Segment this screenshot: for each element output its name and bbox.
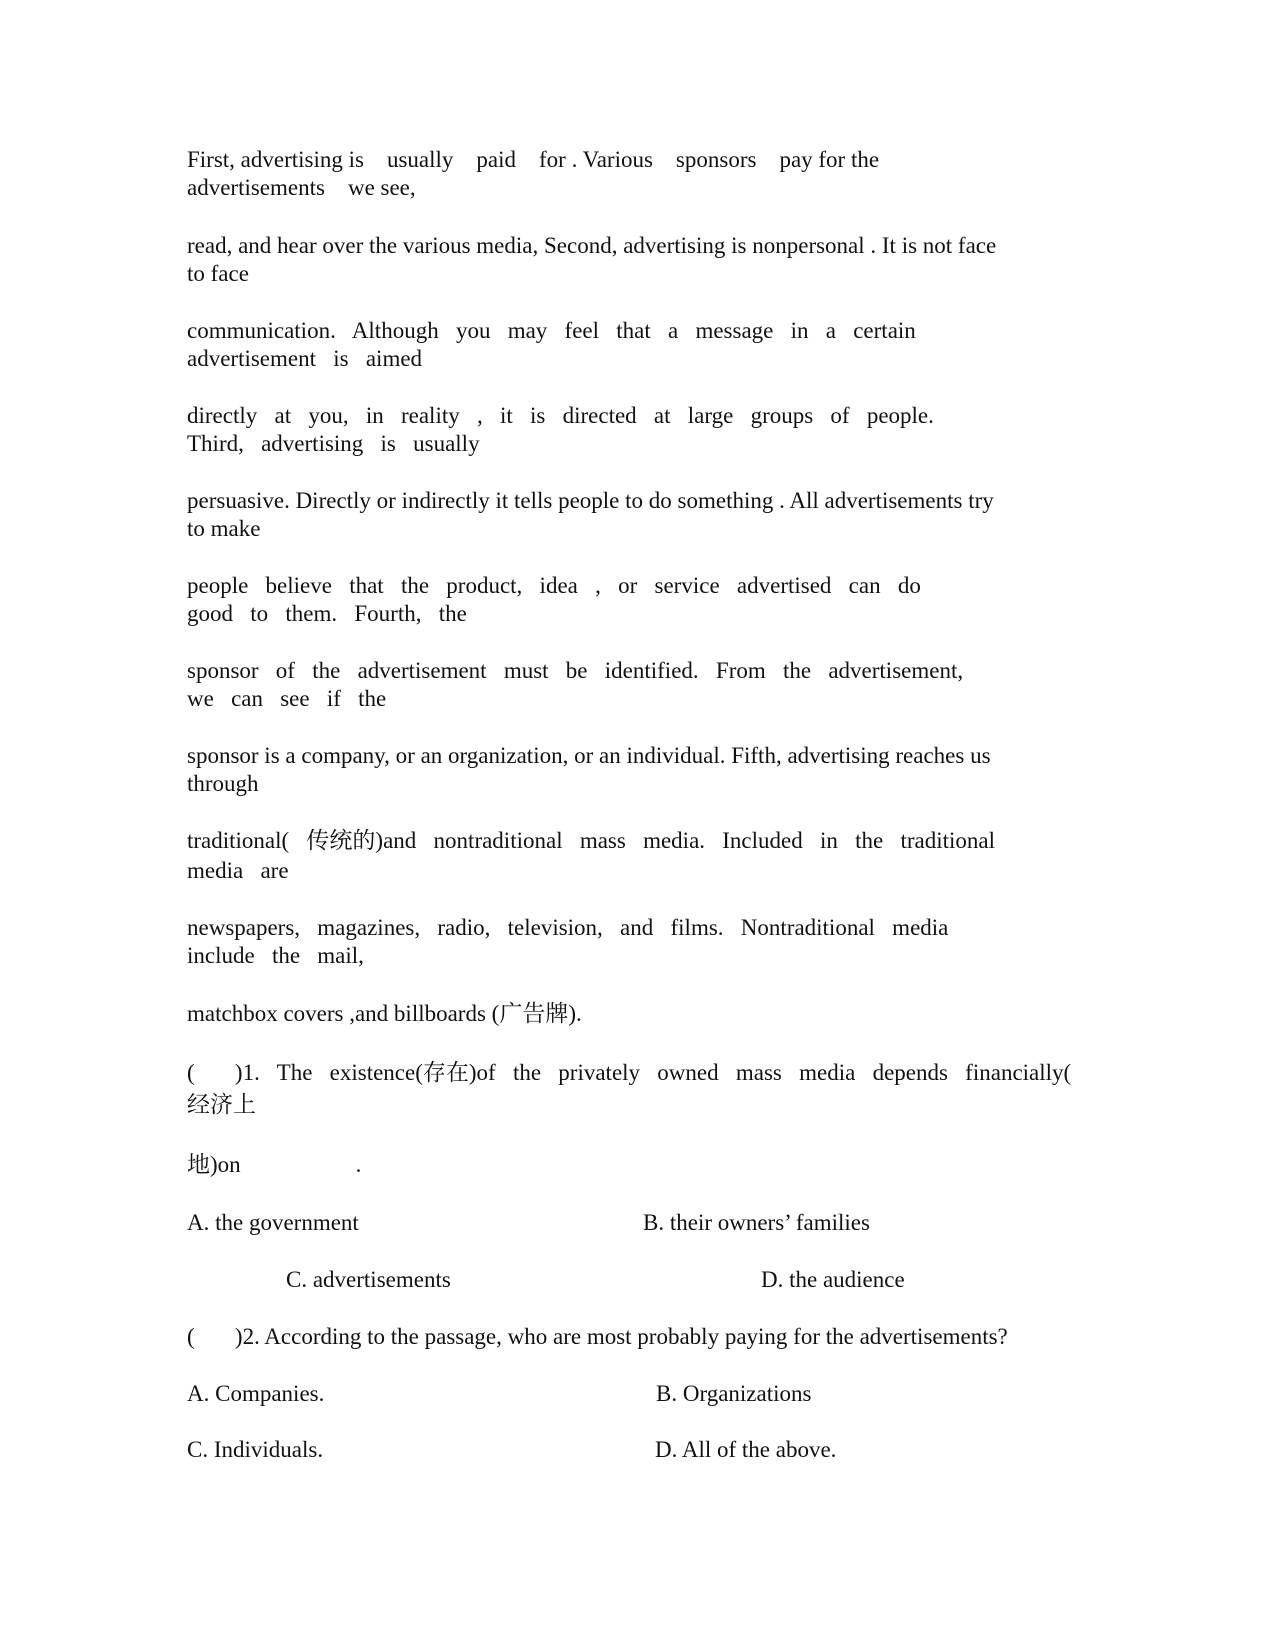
passage-line: directly at you, in reality , it is directed at large groups of people. <box>187 403 934 428</box>
question-1-stem-cont: 经济上 <box>187 1092 256 1117</box>
question-2-option-d: D. All of the above. <box>655 1437 837 1462</box>
question-1-option-a: A. the government <box>187 1210 359 1235</box>
passage-line: sponsor of the advertisement must be identified. From the advertisement, <box>187 658 964 683</box>
question-2-option-b: B. Organizations <box>656 1381 812 1406</box>
passage-line: people believe that the product, idea , or service advertised can do <box>187 573 921 598</box>
passage-line: we can see if the <box>187 686 387 711</box>
passage-line: read, and hear over the various media, Second, advertising is nonpersonal . It is not face <box>187 233 997 258</box>
question-1-stem: ( )1. The existence(存在)of the privately owned mass media depends financially( <box>187 1060 1072 1085</box>
passage-line: good to them. Fourth, the <box>187 601 467 626</box>
passage-line: sponsor is a company, or an organization, or an individual. Fifth, advertising reaches us <box>187 743 991 768</box>
question-1-option-c: C. advertisements <box>286 1267 451 1292</box>
passage-line: persuasive. Directly or indirectly it tells people to do something . All advertisements try <box>187 488 994 513</box>
passage-line: communication. Although you may feel that a message in a certain <box>187 318 916 343</box>
passage-line: advertisement is aimed <box>187 346 423 371</box>
question-2-option-a: A. Companies. <box>187 1381 325 1406</box>
question-1-option-b: B. their owners’ families <box>643 1210 870 1235</box>
question-2-option-c: C. Individuals. <box>187 1437 324 1462</box>
passage-line: matchbox covers ,and billboards (广告牌). <box>187 1001 582 1026</box>
passage-line: include the mail, <box>187 943 364 968</box>
passage-line: media are <box>187 858 289 883</box>
passage-line: through <box>187 771 259 796</box>
passage-line: traditional( 传统的)and nontraditional mass media. Included in the traditional <box>187 828 996 853</box>
passage-line: advertisements we see, <box>187 175 416 200</box>
passage-line: to make <box>187 516 261 541</box>
question-2-stem: ( )2. According to the passage, who are most probably paying for the advertisements? <box>187 1324 1008 1349</box>
passage-line: First, advertising is usually paid for . Various sponsors pay for the <box>187 147 880 172</box>
question-1-blank-line: 地)on . <box>187 1152 362 1177</box>
question-1-option-d: D. the audience <box>761 1267 905 1292</box>
passage-line: newspapers, magazines, radio, television, and films. Nontraditional media <box>187 915 949 940</box>
passage-line: Third, advertising is usually <box>187 431 480 456</box>
passage-line: to face <box>187 261 249 286</box>
